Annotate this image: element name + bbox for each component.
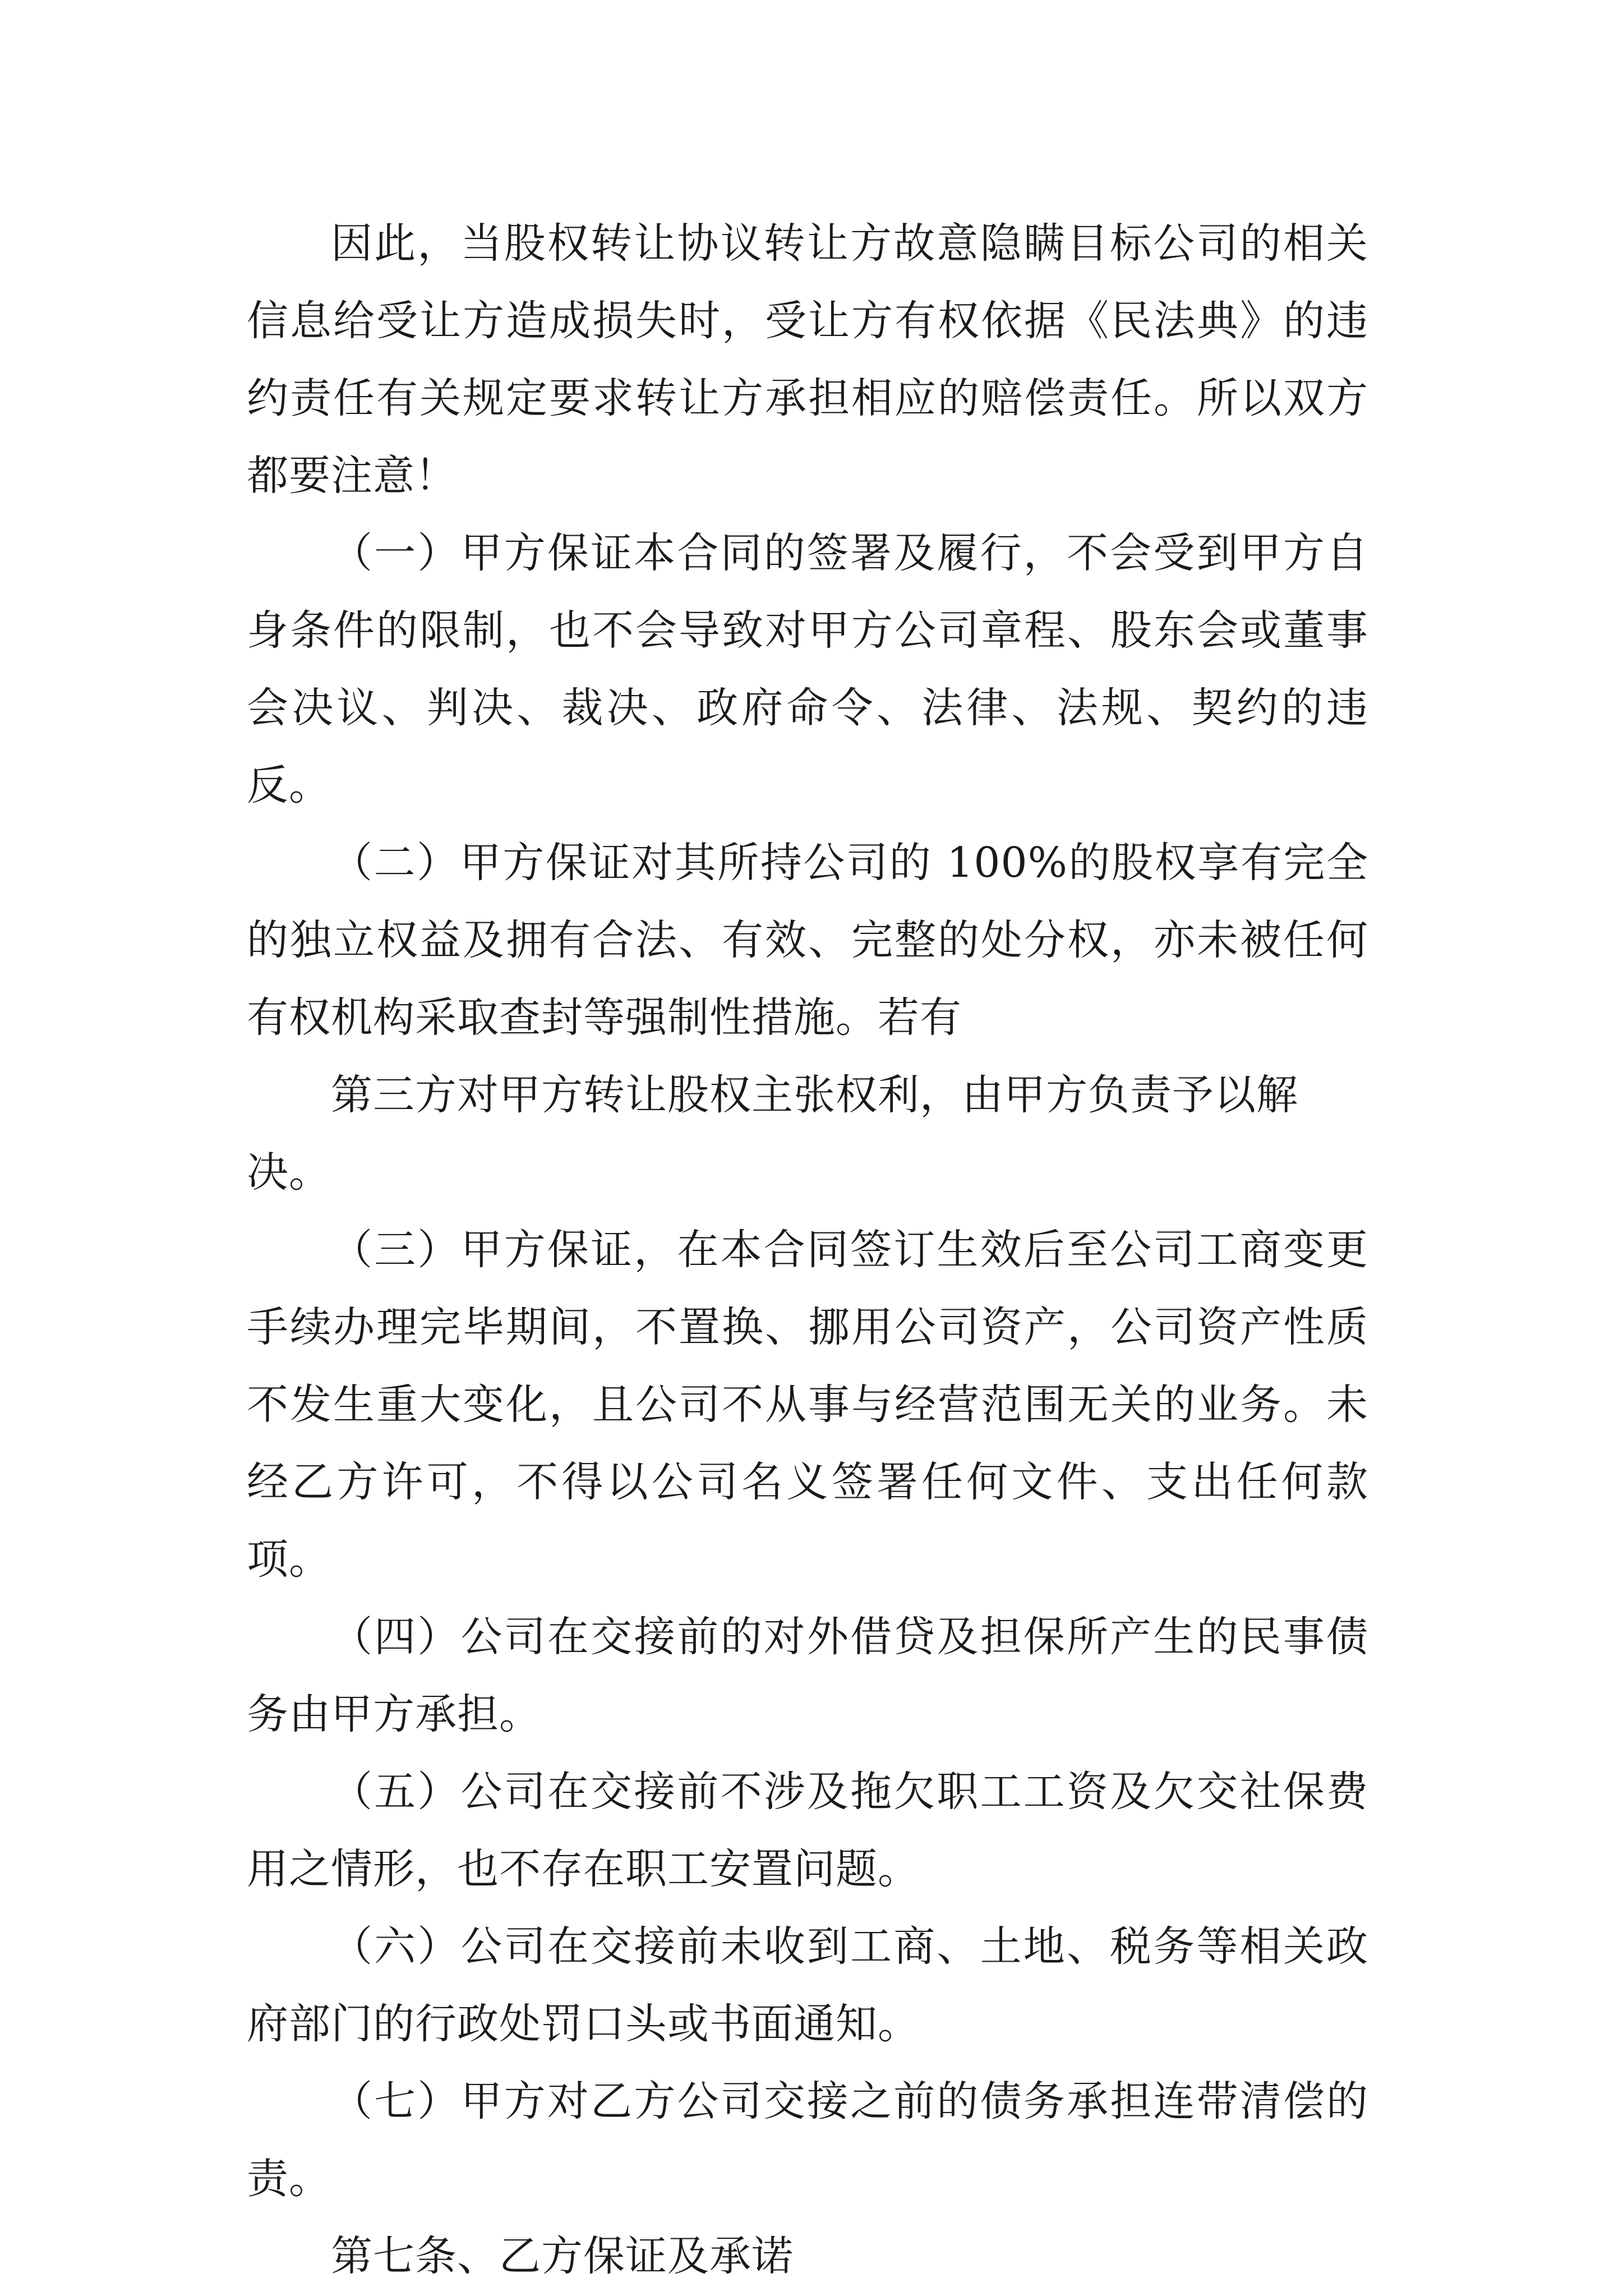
paragraph-clause-2-continued: 第三方对甲方转让股权主张权利，由甲方负责予以解决。 bbox=[247, 1071, 1298, 1197]
paragraph-clause-6: （六）公司在交接前未收到工商、土地、税务等相关政府部门的行政处罚口头或书面通知。 bbox=[247, 1922, 1368, 2048]
paragraph-clause-1: （一）甲方保证本合同的签署及履行，不会受到甲方自身条件的限制，也不会导致对甲方公司章程、股东会或董事会决议、判决、裁决、政府命令、法律、法规、契约的违反。 bbox=[247, 529, 1368, 809]
paragraph-clause-5: （五）公司在交接前不涉及拖欠职工工资及欠交社保费用之情形，也不存在职工安置问题。 bbox=[247, 1768, 1368, 1893]
paragraph-clause-3: （三）甲方保证，在本合同签订生效后至公司工商变更手续办理完毕期间，不置换、挪用公司资产，公司资产性质不发生重大变化，且公司不从事与经营范围无关的业务。未经乙方许可，不得以公司名义签署任何文件、支出任何款项。 bbox=[247, 1226, 1368, 1584]
section-heading-article-7: 第七条、乙方保证及承诺 bbox=[331, 2232, 794, 2280]
paragraph-clause-2: （二）甲方保证对其所持公司的 100%的股权享有完全的独立权益及拥有合法、有效、完整的处分权，亦未被任何有权机构采取查封等强制性措施。若有 bbox=[247, 839, 1368, 1042]
paragraph-intro: 因此，当股权转让协议转让方故意隐瞒目标公司的相关信息给受让方造成损失时，受让方有权依据《民法典》的违约责任有关规定要求转让方承担相应的赔偿责任。所以双方都要注意！ bbox=[247, 219, 1368, 500]
paragraph-clause-4: （四）公司在交接前的对外借贷及担保所产生的民事债务由甲方承担。 bbox=[247, 1613, 1368, 1738]
paragraph-clause-7: （七）甲方对乙方公司交接之前的债务承担连带清偿的责。 bbox=[247, 2077, 1368, 2203]
document-body bbox=[247, 205, 1368, 2295]
